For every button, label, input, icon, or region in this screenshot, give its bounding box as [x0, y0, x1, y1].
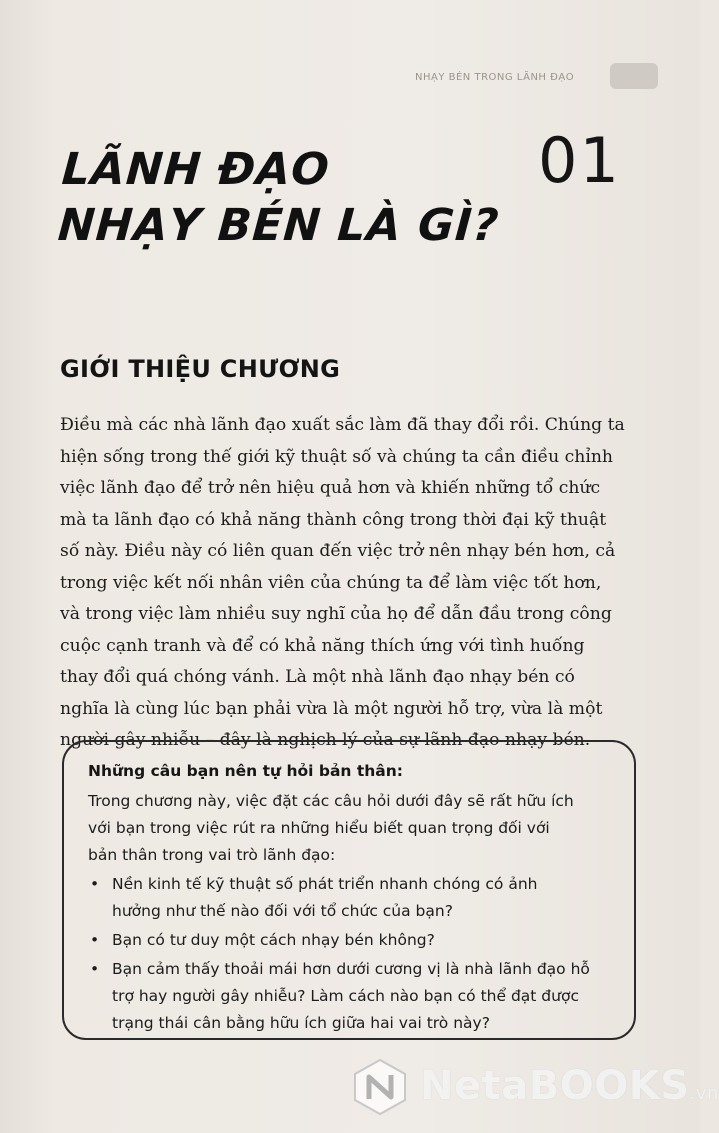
section-heading: GIỚI THIỆU CHƯƠNG [60, 355, 341, 383]
callout-intro-line: với bạn trong việc rút ra những hiểu biết quan trọng đối với [88, 819, 550, 837]
reflection-questions-box [62, 740, 636, 1040]
body-line: người gây nhiễu – đây là nghịch lý của sự lãnh đạo nhạy bén. [60, 730, 591, 750]
body-line: nghĩa là cùng lúc bạn phải vừa là một người hỗ trợ, vừa là một [60, 698, 603, 719]
question-list-item [88, 927, 612, 954]
chapter-number: 01 [538, 124, 621, 197]
callout-title: Những câu bạn nên tự hỏi bản thân: [88, 762, 403, 780]
chapter-title-line: LÃNH ĐẠO [60, 144, 332, 195]
body-line: hiện sống trong thế giới kỹ thuật số và chúng ta cần điều chỉnh [60, 446, 613, 467]
body-paragraph [60, 410, 650, 757]
chapter-title-line: NHẠY BÉN LÀ GÌ? [56, 200, 501, 251]
body-line: việc lãnh đạo để trở nên hiệu quả hơn và khiến những tổ chức [60, 478, 601, 498]
question-line: Nền kinh tế kỹ thuật số phát triển nhanh chóng có ảnh [112, 875, 538, 893]
watermark-brand-name: NetaBOOKS [420, 1063, 690, 1109]
bullet-icon: • [90, 875, 100, 893]
body-line: Điều mà các nhà lãnh đạo xuất sắc làm đã thay đổi rồi. Chúng ta [60, 415, 625, 435]
callout-intro [88, 788, 612, 869]
question-line: Bạn có tư duy một cách nhạy bén không? [112, 931, 435, 949]
body-line: cuộc cạnh tranh và để có khả năng thích ứng với tình huống [60, 635, 585, 656]
body-line: và trong việc làm nhiều suy nghĩ của họ để dẫn đầu trong công [60, 604, 612, 624]
body-line: thay đổi quá chóng vánh. Là một nhà lãnh đạo nhạy bén có [60, 667, 575, 687]
bullet-icon: • [90, 960, 100, 978]
bullet-icon: • [90, 931, 100, 949]
callout-intro-line: bản thân trong vai trò lãnh đạo: [88, 846, 336, 864]
watermark-brand [420, 1063, 719, 1109]
question-line: trợ hay người gây nhiễu? Làm cách nào bạn có thể đạt được [112, 987, 579, 1005]
question-line: Bạn cảm thấy thoải mái hơn dưới cương vị là nhà lãnh đạo hỗ [112, 960, 590, 978]
watermark-suffix: .vn [689, 1083, 719, 1104]
question-list-item [88, 956, 612, 1037]
question-line: hưởng như thế nào đối với tổ chức của bạn? [112, 902, 453, 920]
callout-intro-line: Trong chương này, việc đặt các câu hỏi dưới đây sẽ rất hữu ích [88, 792, 574, 810]
body-line: số này. Điều này có liên quan đến việc trở nên nhạy bén hơn, cả [60, 541, 616, 561]
question-line: trạng thái cân bằng hữu ích giữa hai vai trò này? [112, 1014, 490, 1032]
body-line: trong việc kết nối nhân viên của chúng ta để làm việc tốt hơn, [60, 572, 602, 593]
netabooks-watermark [350, 1057, 719, 1117]
question-list-item [88, 871, 612, 925]
netabooks-logo-icon [350, 1057, 410, 1117]
running-header: NHẠY BÉN TRONG LÃNH ĐẠO [415, 72, 575, 83]
chapter-title [56, 142, 505, 254]
chapter-tab-marker [610, 63, 658, 89]
body-line: mà ta lãnh đạo có khả năng thành công trong thời đại kỹ thuật [60, 509, 607, 530]
